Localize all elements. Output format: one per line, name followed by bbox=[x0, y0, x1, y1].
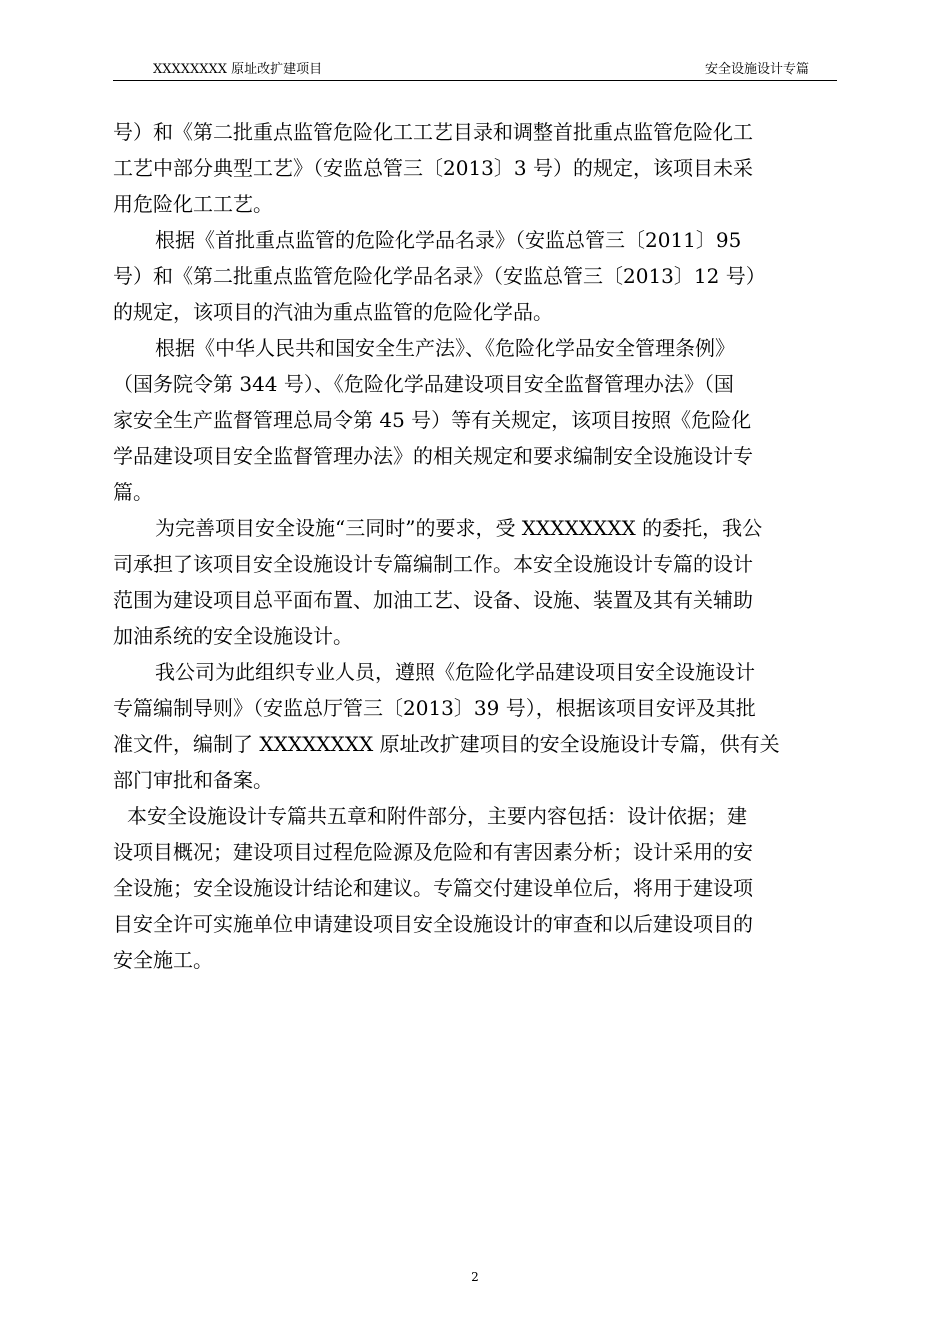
text-line: 家安全生产监督管理总局令第 45 号）等有关规定，该项目按照《危险化 bbox=[113, 408, 752, 432]
text-line: 设项目概况；建设项目过程危险源及危险和有害因素分析；设计采用的安 bbox=[113, 840, 753, 864]
text-line: 用危险化工工艺。 bbox=[113, 192, 273, 216]
text-line: 安全施工。 bbox=[113, 948, 213, 972]
text-line: 范围为建设项目总平面布置、加油工艺、设备、设施、装置及其有关辅助 bbox=[113, 588, 753, 612]
paragraph-start-line: 根据《中华人民共和国安全生产法》、《危险化学品安全管理条例》 bbox=[155, 336, 735, 360]
text-line: 加油系统的安全设施设计。 bbox=[113, 624, 353, 648]
page-header bbox=[113, 60, 837, 81]
text-line: 司承担了该项目安全设施设计专篇编制工作。本安全设施设计专篇的设计 bbox=[113, 552, 753, 576]
text-line: 准文件，编制了 XXXXXXXX 原址改扩建项目的安全设施设计专篇，供有关 bbox=[113, 732, 780, 756]
header-project-title: XXXXXXXX 原址改扩建项目 bbox=[153, 62, 323, 77]
text-line: 的规定，该项目的汽油为重点监管的危险化学品。 bbox=[113, 300, 553, 324]
page-number: 2 bbox=[471, 1270, 479, 1284]
body-text bbox=[113, 114, 837, 978]
paragraph-start-line: 我公司为此组织专业人员，遵照《危险化学品建设项目安全设施设计 bbox=[155, 660, 755, 684]
text-line: 学品建设项目安全监督管理办法》的相关规定和要求编制安全设施设计专 bbox=[113, 444, 753, 468]
paragraph-start-line: 为完善项目安全设施“三同时”的要求，受 XXXXXXXX 的委托，我公 bbox=[155, 516, 763, 540]
paragraph-start-line: 根据《首批重点监管的危险化学品名录》（安监总管三〔2011〕95 bbox=[155, 228, 742, 252]
header-section-title: 安全设施设计专篇 bbox=[704, 62, 809, 77]
text-line: 号）和《第二批重点监管危险化学品名录》（安监总管三〔2013〕12 号） bbox=[113, 264, 766, 288]
text-line: 全设施；安全设施设计结论和建议。专篇交付建设单位后，将用于建设项 bbox=[113, 876, 753, 900]
paragraph-start-line: 本安全设施设计专篇共五章和附件部分，主要内容包括：设计依据；建 bbox=[127, 804, 747, 828]
text-line: 工艺中部分典型工艺》（安监总管三〔2013〕3 号）的规定，该项目未采 bbox=[113, 156, 753, 180]
text-line: （国务院令第 344 号）、《危险化学品建设项目安全监督管理办法》（国 bbox=[113, 372, 734, 396]
text-line: 号）和《第二批重点监管危险化工工艺目录和调整首批重点监管危险化工 bbox=[113, 120, 753, 144]
text-line: 部门审批和备案。 bbox=[113, 768, 273, 792]
text-line: 目安全许可实施单位申请建设项目安全设施设计的审查和以后建设项目的 bbox=[113, 912, 753, 936]
text-line: 篇。 bbox=[113, 480, 153, 504]
text-line: 专篇编制导则》（安监总厅管三〔2013〕39 号），根据该项目安评及其批 bbox=[113, 696, 756, 720]
